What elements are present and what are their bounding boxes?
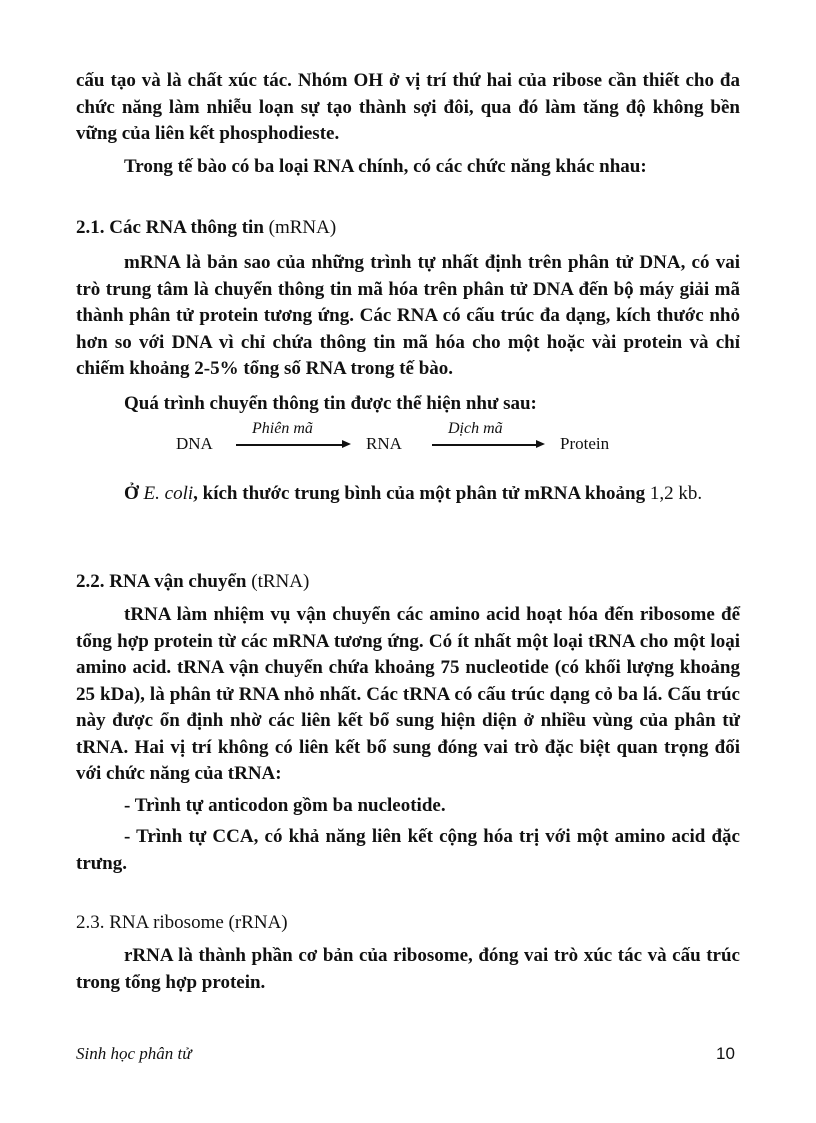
trna-bullet-cca: - Trình tự CCA, có khả năng liên kết cộng hóa trị với một amino acid đặc trưng. bbox=[76, 826, 740, 874]
section-heading-abbrev: (mRNA) bbox=[268, 217, 337, 238]
flow-intro: Quá trình chuyển thông tin được thể hiện như sau: bbox=[124, 392, 537, 414]
ecoli-value: 1,2 kb. bbox=[649, 483, 703, 504]
section-heading-text: 2.2. RNA vận chuyển bbox=[76, 571, 247, 592]
flow-step1-label: Phiên mã bbox=[252, 420, 313, 437]
flow-arrow-1 bbox=[236, 444, 344, 446]
mrna-block bbox=[76, 250, 740, 417]
flow-source: DNA bbox=[176, 434, 213, 453]
section-heading-abbrev: (tRNA) bbox=[251, 571, 310, 592]
flow-arrowhead-1 bbox=[342, 440, 351, 448]
flow-arrowhead-2 bbox=[536, 440, 545, 448]
trna-block bbox=[76, 602, 740, 877]
trna-paragraph: tRNA làm nhiệm vụ vận chuyển các amino acid hoạt hóa đến ribosome để tổng hợp protein từ các mRNA tương ứng. Có ít nhất một loại tRNA cho một loại amino acid. tRNA vận chuyển chứa khoảng 75 nucleotide (có khối lượng khoảng 25 kDa), là phân tử RNA nhỏ nhất. Các tRNA có cấu trúc dạng cỏ ba lá. Cấu trúc này được ổn định nhờ các liên kết bổ sung hiện diện ở nhiều vùng của phân tử tRNA. Hai vị trí không có liên kết bổ sung đóng vai trò đặc biệt quan trọng đối với chức năng của tRNA: bbox=[76, 604, 740, 784]
page-number: 10 bbox=[716, 1044, 735, 1063]
intro-summary: Trong tế bào có ba loại RNA chính, có các chức năng khác nhau: bbox=[124, 155, 647, 177]
footer-title: Sinh học phân tử bbox=[76, 1044, 192, 1063]
flow-middle: RNA bbox=[366, 434, 402, 453]
section-heading-text: 2.3. RNA ribosome (rRNA) bbox=[76, 912, 288, 933]
section-heading-text: 2.1. Các RNA thông tin bbox=[76, 217, 264, 238]
mrna-paragraph: mRNA là bản sao của những trình tự nhất định trên phân tử DNA, có vai trò trung tâm là chuyển thông tin mã hóa trên phân tử DNA đến bộ máy giải mã thành phân tử protein tương ứng. Các RNA có cấu trúc đa dạng, kích thước nhỏ hơn so với DNA vì chỉ chứa thông tin mã hóa cho một hoặc vài protein và chỉ chiếm khoảng 2-5% tổng số RNA trong tế bào. bbox=[76, 252, 740, 379]
intro-paragraph: cấu tạo và là chất xúc tác. Nhóm OH ở vị trí thứ hai của ribose cần thiết cho đa chức năng làm nhiễu loạn sự tạo thành sợi đôi, qua đó làm tăng độ không bền vững của liên kết phosphodieste. bbox=[76, 70, 740, 144]
rrna-block bbox=[76, 943, 740, 996]
rrna-paragraph: rRNA là thành phần cơ bản của ribosome, đóng vai trò xúc tác và cấu trúc trong tổng hợp protein. bbox=[76, 945, 740, 993]
ecoli-paragraph bbox=[76, 481, 740, 508]
intro-block bbox=[76, 68, 740, 180]
section-heading-trna bbox=[76, 571, 309, 593]
flow-arrow-2 bbox=[432, 444, 538, 446]
section-heading-rrna bbox=[76, 912, 288, 934]
section-heading-mrna bbox=[76, 217, 336, 239]
flow-target: Protein bbox=[560, 434, 610, 453]
ecoli-text: , kích thước trung bình của một phân tử mRNA khoảng bbox=[193, 483, 646, 504]
ecoli-species: E. coli bbox=[143, 483, 194, 504]
flow-step2-label: Dịch mã bbox=[448, 420, 503, 437]
transcription-flow-diagram bbox=[176, 420, 636, 464]
ecoli-prefix: Ở bbox=[124, 483, 139, 504]
trna-bullet-anticodon: - Trình tự anticodon gồm ba nucleotide. bbox=[124, 794, 446, 816]
ecoli-block bbox=[76, 481, 740, 508]
